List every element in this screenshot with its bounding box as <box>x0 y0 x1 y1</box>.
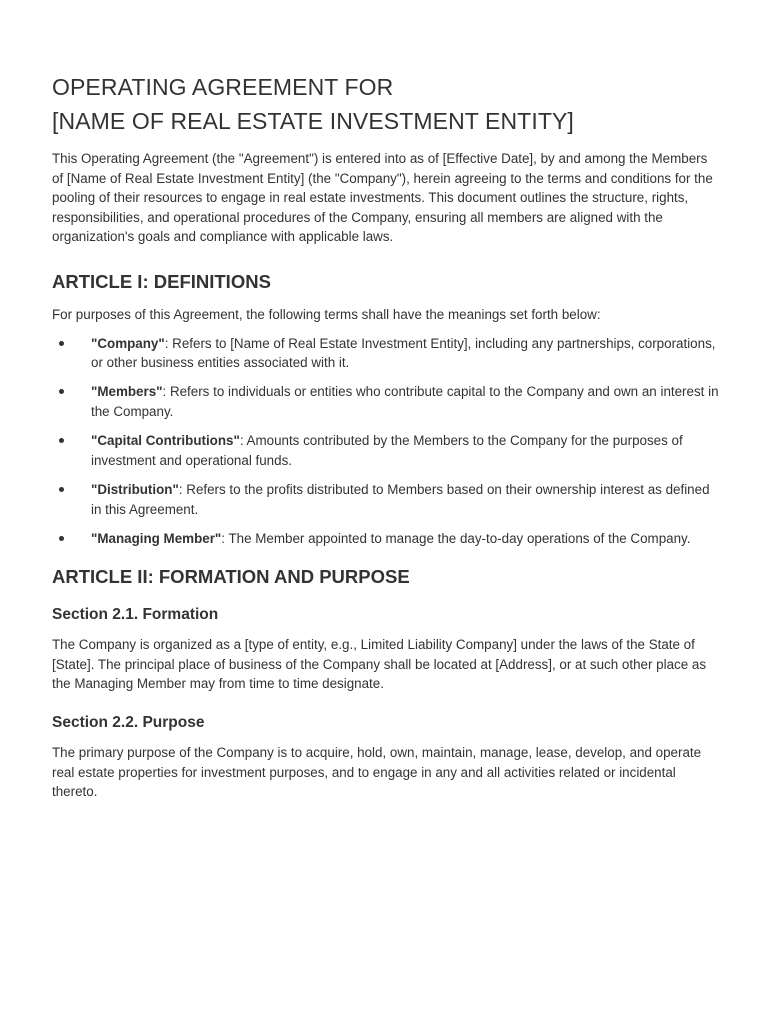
bullet-icon <box>59 341 64 346</box>
section-2-1-text: The Company is organized as a [type of entity, e.g., Limited Liability Company] under the laws of the State of [State]. The principal place of business of the Company shall be located at [Address], or at such other place as the Managing Member may from time to time designate. <box>52 637 707 692</box>
definition-term: "Capital Contributions" <box>91 433 240 449</box>
definition-item <box>52 431 722 470</box>
definition-item <box>52 529 722 549</box>
definition-term: "Distribution" <box>91 481 179 497</box>
document-title <box>52 70 722 138</box>
title-line-2: [NAME OF REAL ESTATE INVESTMENT ENTITY] <box>52 108 574 134</box>
definition-text: : Refers to [Name of Real Estate Investment Entity], including any partnerships, corporations, or other business entities associated with it. <box>91 335 716 371</box>
section-2-2-text: The primary purpose of the Company is to acquire, hold, own, maintain, manage, lease, develop, and operate real estate properties for investment purposes, and to engage in any and all activities related or incidental thereto. <box>52 745 702 800</box>
definition-text: : The Member appointed to manage the day-to-day operations of the Company. <box>221 530 691 546</box>
bullet-icon <box>59 536 64 541</box>
section-2-1-heading: Section 2.1. Formation <box>52 606 219 624</box>
bullet-icon <box>59 438 64 443</box>
definition-text: : Refers to individuals or entities who contribute capital to the Company and own an interest in the Company. <box>91 384 719 419</box>
definition-text: : Amounts contributed by the Members to the Company for the purposes of investment and operational funds. <box>91 433 683 468</box>
definition-term: "Members" <box>91 384 163 400</box>
article-1-heading: ARTICLE I: DEFINITIONS <box>52 270 271 292</box>
article-2-heading: ARTICLE II: FORMATION AND PURPOSE <box>52 566 410 588</box>
bullet-icon <box>59 389 64 394</box>
section-2-2-heading: Section 2.2. Purpose <box>52 714 205 732</box>
definition-item <box>52 382 722 421</box>
definition-item <box>52 480 722 519</box>
document-page <box>52 70 722 820</box>
title-line-1: OPERATING AGREEMENT FOR <box>52 74 394 100</box>
definitions-lead: For purposes of this Agreement, the following terms shall have the meanings set forth below: <box>52 306 601 322</box>
intro-paragraph: This Operating Agreement (the "Agreement") is entered into as of [Effective Date], by and among the Members of [Name of Real Estate Investment Entity] (the "Company"), herein agreeing to the terms and conditions for the pooling of their resources to engage in real estate investments. This document outlines the structure, rights, responsibilities, and operational procedures of the Company, ensuring all members are aligned with the organization's goals and compliance with applicable laws. <box>52 151 713 245</box>
definition-text: : Refers to the profits distributed to Members based on their ownership interest as defined in this Agreement. <box>91 481 710 517</box>
definition-term: "Company" <box>91 335 165 351</box>
definitions-list <box>52 334 722 549</box>
definition-item <box>52 334 722 373</box>
definition-term: "Managing Member" <box>91 530 222 546</box>
bullet-icon <box>59 487 64 492</box>
